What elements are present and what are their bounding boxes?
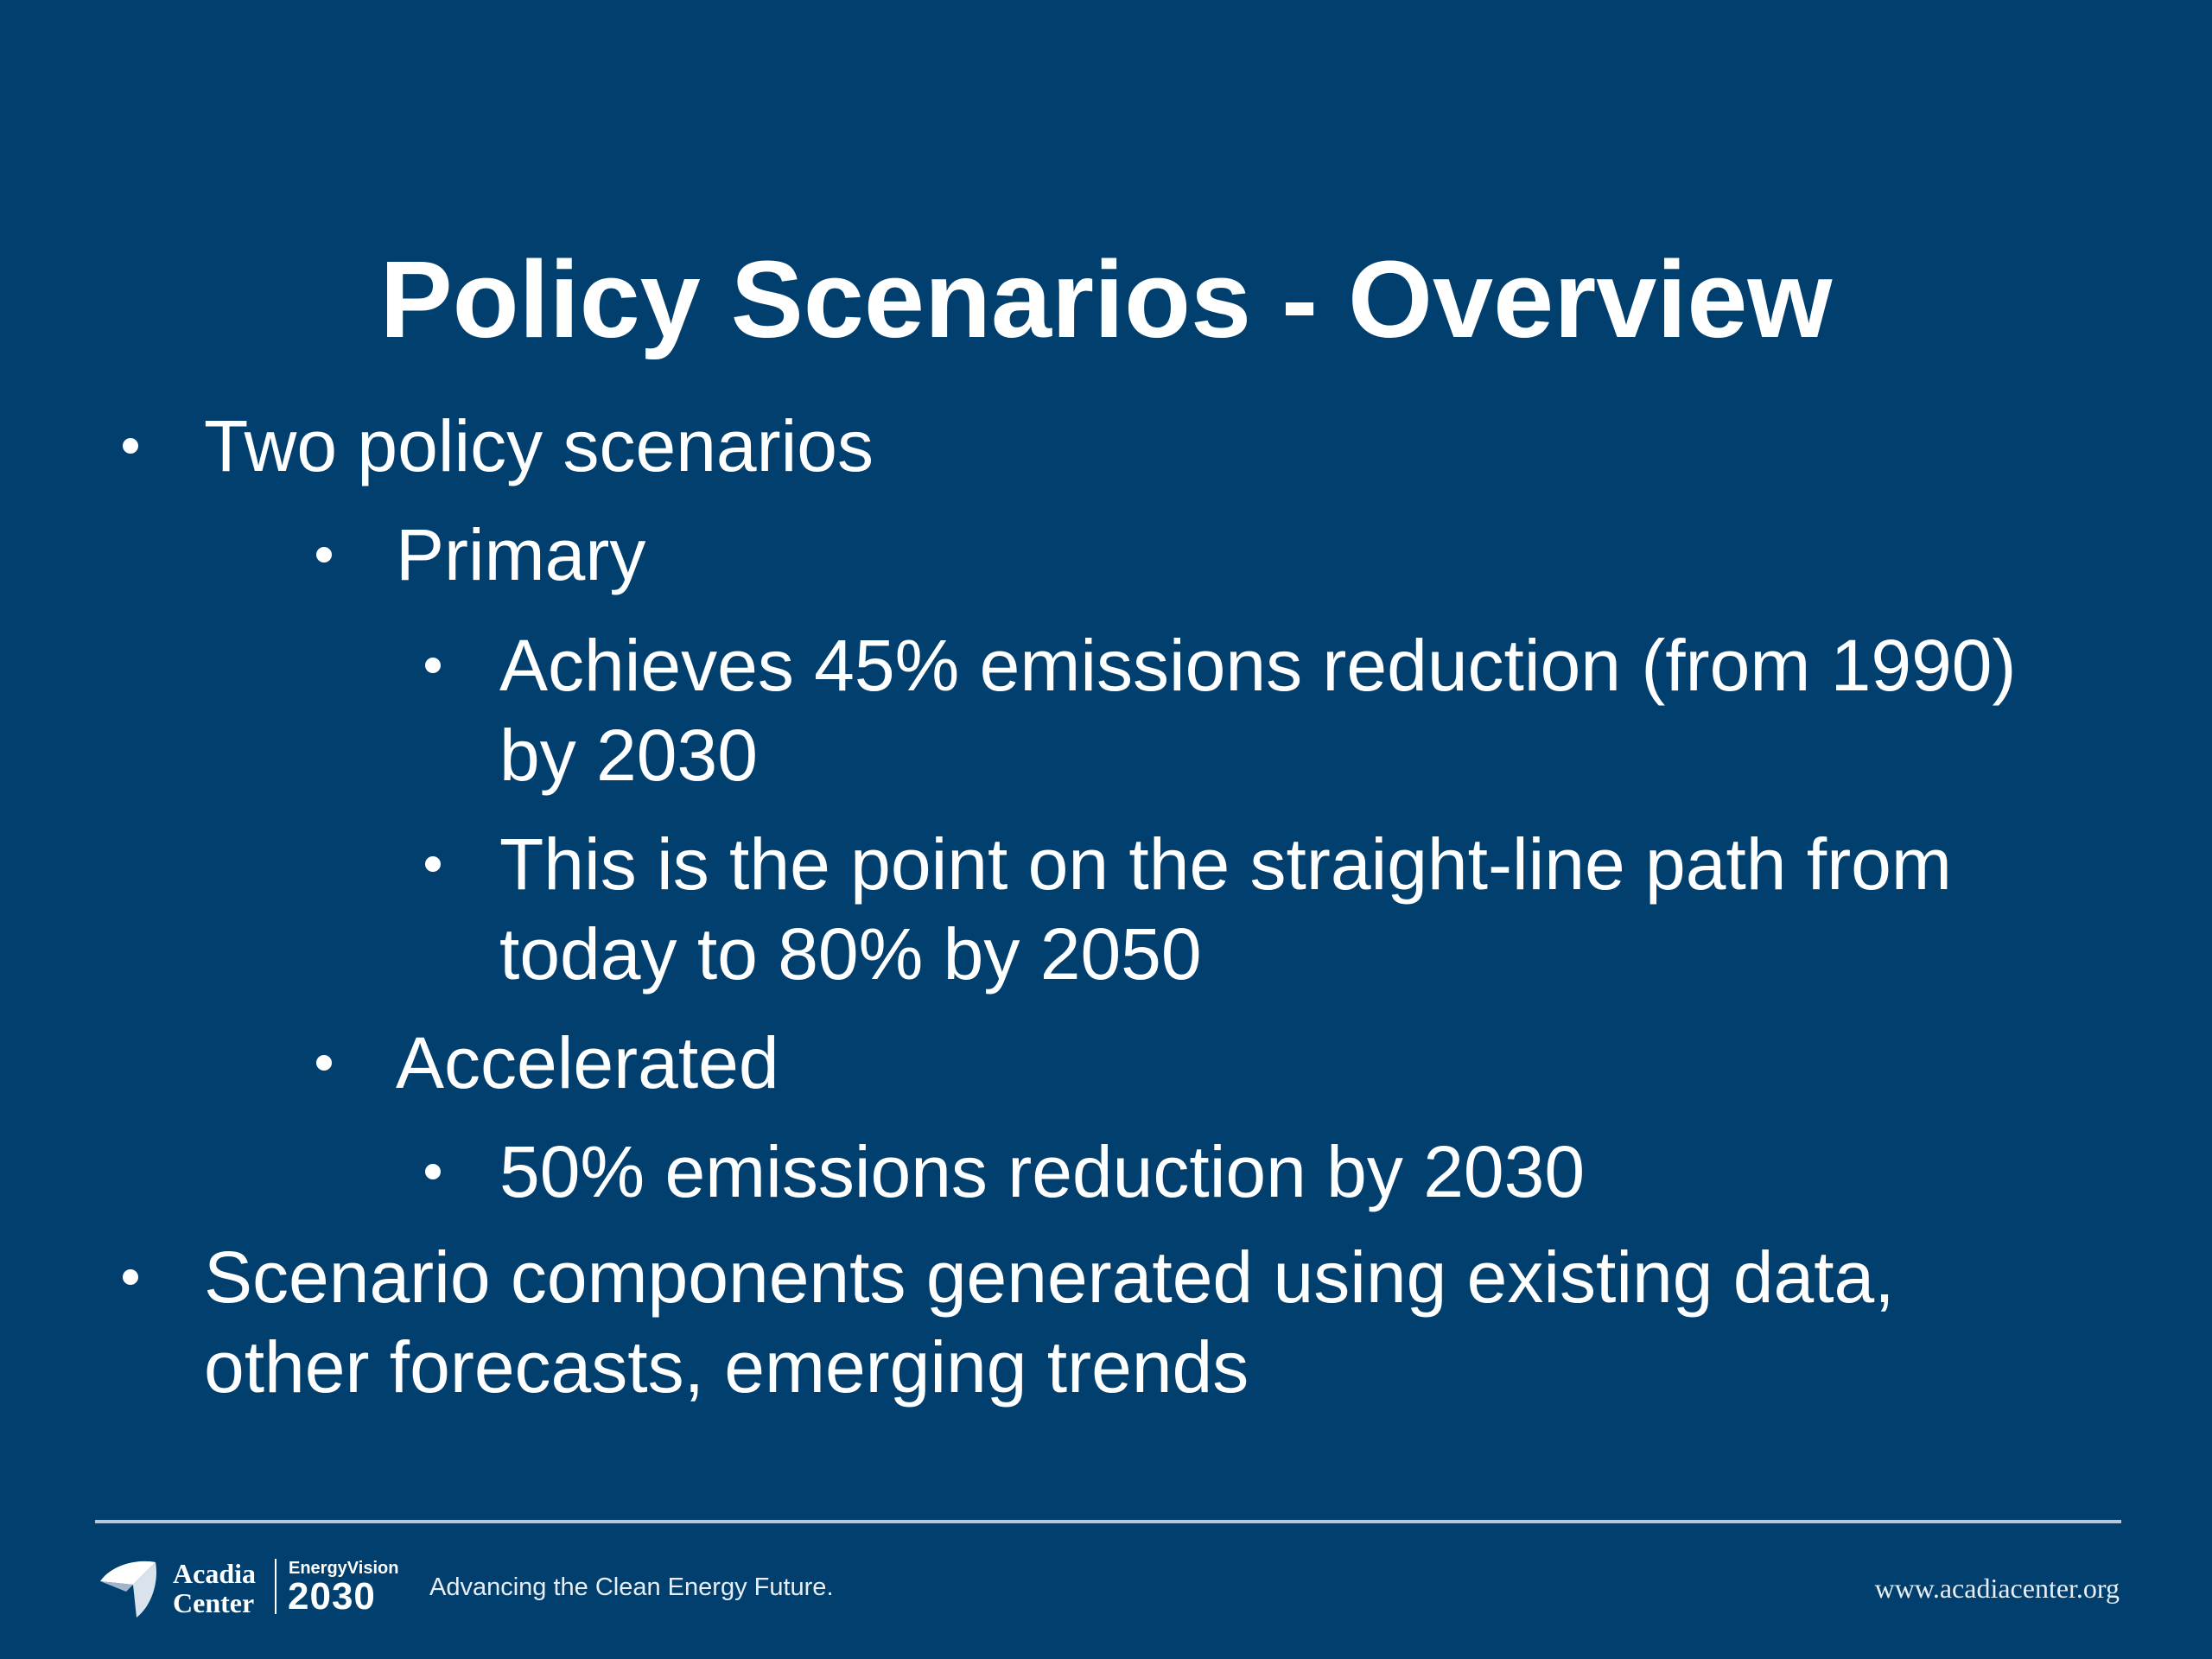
bullet-two-policy-scenarios [204, 401, 2001, 491]
bullet-text: 50% emissions reduction by 2030 [499, 1131, 1586, 1212]
bullet-scenario-components [204, 1232, 2001, 1412]
bullet-text-line: This is the point on the straight-line path from [499, 823, 1952, 905]
bullet-dot [123, 438, 138, 454]
energy-vision-label: EnergyVision [289, 1559, 399, 1578]
bullet-dot [425, 856, 441, 872]
bullet-dot [425, 658, 441, 673]
bullet-text: Accelerated [396, 1022, 779, 1103]
bullet-text: Primary [396, 514, 646, 595]
bullet-accelerated [396, 1018, 2037, 1108]
bullet-text-line: Achieves 45% emissions reduction (from 1990) [499, 625, 2017, 706]
bullet-text: Two policy scenarios [204, 405, 874, 486]
bullet-text-line: by 2030 [499, 715, 758, 796]
bullet-50-percent [499, 1127, 2072, 1217]
bullet-dot [316, 547, 332, 563]
bullet-primary [396, 510, 2037, 600]
logo-wordmark [173, 1559, 256, 1618]
bullet-straight-line-path [499, 819, 2072, 999]
logo-line1: Acadia [173, 1558, 256, 1589]
bullet-dot [316, 1055, 332, 1071]
slide-footer [0, 1547, 2212, 1642]
acadia-leaf-icon [95, 1555, 161, 1621]
bullet-text-line: other forecasts, emerging trends [204, 1326, 1249, 1408]
bullet-text-line: today to 80% by 2050 [499, 913, 1202, 995]
slide-title: Policy Scenarios - Overview [379, 238, 1833, 360]
bullet-dot [123, 1269, 138, 1285]
logo-divider [275, 1559, 276, 1614]
footer-website: www.acadiacenter.org [1874, 1573, 2120, 1604]
footer-divider [95, 1520, 2121, 1523]
footer-tagline: Advancing the Clean Energy Future. [429, 1573, 834, 1601]
logo-line2: Center [173, 1587, 255, 1618]
energy-vision-year: 2030 [288, 1575, 376, 1618]
bullet-achieves-45 [499, 620, 2072, 800]
bullet-dot [425, 1164, 441, 1179]
bullet-text-line: Scenario components generated using existing data, [204, 1236, 1895, 1318]
